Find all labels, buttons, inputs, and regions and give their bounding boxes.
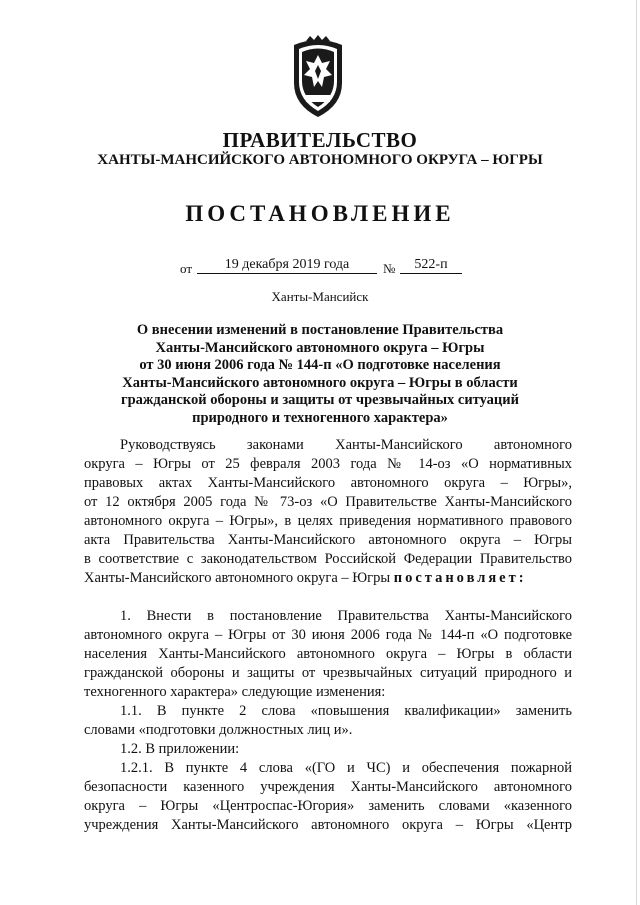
body-line: 1.2.1. В пункте 4 слова «(ГО и ЧС) и обеспечения пожарной xyxy=(120,760,572,776)
document-type: ПОСТАНОВЛЕНИЕ xyxy=(185,201,455,226)
body-line: гражданской обороны и защиты от чрезвычайных ситуаций природного и xyxy=(84,665,572,681)
document-body xyxy=(84,436,572,835)
body-line xyxy=(84,569,572,588)
body-line: акта Правительства Ханты-Мансийского автономного округа – Югры xyxy=(84,532,572,548)
body-line: округа – Югры от 25 февраля 2003 года № 14-оз «О нормативных xyxy=(84,456,572,472)
city-label: Ханты-Мансийск xyxy=(271,289,369,304)
body-line: 1.2. В приложении: xyxy=(120,741,240,757)
item-1-2-1-paragraph xyxy=(84,759,572,835)
title-line: природного и техногенного характера» xyxy=(192,409,448,426)
body-line: от 12 октября 2005 года № 73-оз «О Правительстве Ханты-Мансийского xyxy=(84,494,572,510)
resolves-word: постановляет: xyxy=(393,570,527,586)
title-line: от 30 июня 2006 года № 144-п «О подготовке населения xyxy=(139,357,501,373)
document-title xyxy=(0,322,640,427)
body-line: населения Ханты-Мансийского автономного округа – Югры в области xyxy=(84,646,572,662)
body-line-text: Ханты-Мансийского автономного округа – Югры xyxy=(84,570,391,586)
item-1-paragraph xyxy=(84,607,572,702)
body-line: в соответствие с законодательством Российской Федерации Правительство xyxy=(84,551,572,567)
government-title: ПРАВИТЕЛЬСТВО xyxy=(222,128,418,152)
body-line: безопасности казенного учреждения Ханты-Мансийского автономного xyxy=(84,779,572,795)
body-line: учреждения Ханты-Мансийского автономного округа – Югры «Центр xyxy=(84,817,572,833)
body-line: 1. Внести в постановление Правительства Ханты-Мансийского xyxy=(120,608,572,624)
body-line: автономного округа – Югры от 30 июня 2006 года № 144-п «О подготовке xyxy=(84,627,572,643)
body-line: Руководствуясь законами Ханты-Мансийского автономного xyxy=(120,437,572,453)
title-line: гражданской обороны и защиты от чрезвычайных ситуаций xyxy=(121,392,519,408)
coat-of-arms-emblem xyxy=(286,35,350,119)
number-prefix: № xyxy=(383,261,396,276)
title-line: Ханты-Мансийского автономного округа – Югры xyxy=(155,339,485,356)
item-1-1-paragraph xyxy=(84,702,572,740)
body-line: автономного округа – Югры», в целях приведения нормативного правового xyxy=(84,513,572,529)
date-prefix: от xyxy=(180,261,193,276)
body-line: 1.1. В пункте 2 слова «повышения квалификации» заменить xyxy=(120,703,572,719)
document-date: 19 декабря 2019 года xyxy=(197,257,377,274)
document-number: 522-п xyxy=(400,257,462,274)
body-line: техногенного характера» следующие изменения: xyxy=(84,684,386,700)
preamble-paragraph xyxy=(84,436,572,588)
item-1-2-paragraph xyxy=(84,740,572,759)
title-line: О внесении изменений в постановление Правительства xyxy=(136,322,504,338)
region-title: ХАНТЫ-МАНСИЙСКОГО АВТОНОМНОГО ОКРУГА – ЮГРЫ xyxy=(97,152,543,168)
body-line: правовых актах Ханты-Мансийского автономного округа – Югры», xyxy=(84,475,572,491)
title-line: Ханты-Мансийского автономного округа – Югры в области xyxy=(122,374,518,391)
body-line: словами «подготовки должностных лиц и». xyxy=(84,722,353,738)
body-line: округа – Югры «Центроспас-Югория» заменить словами «казенного xyxy=(84,798,572,814)
paragraph-gap xyxy=(84,588,572,607)
